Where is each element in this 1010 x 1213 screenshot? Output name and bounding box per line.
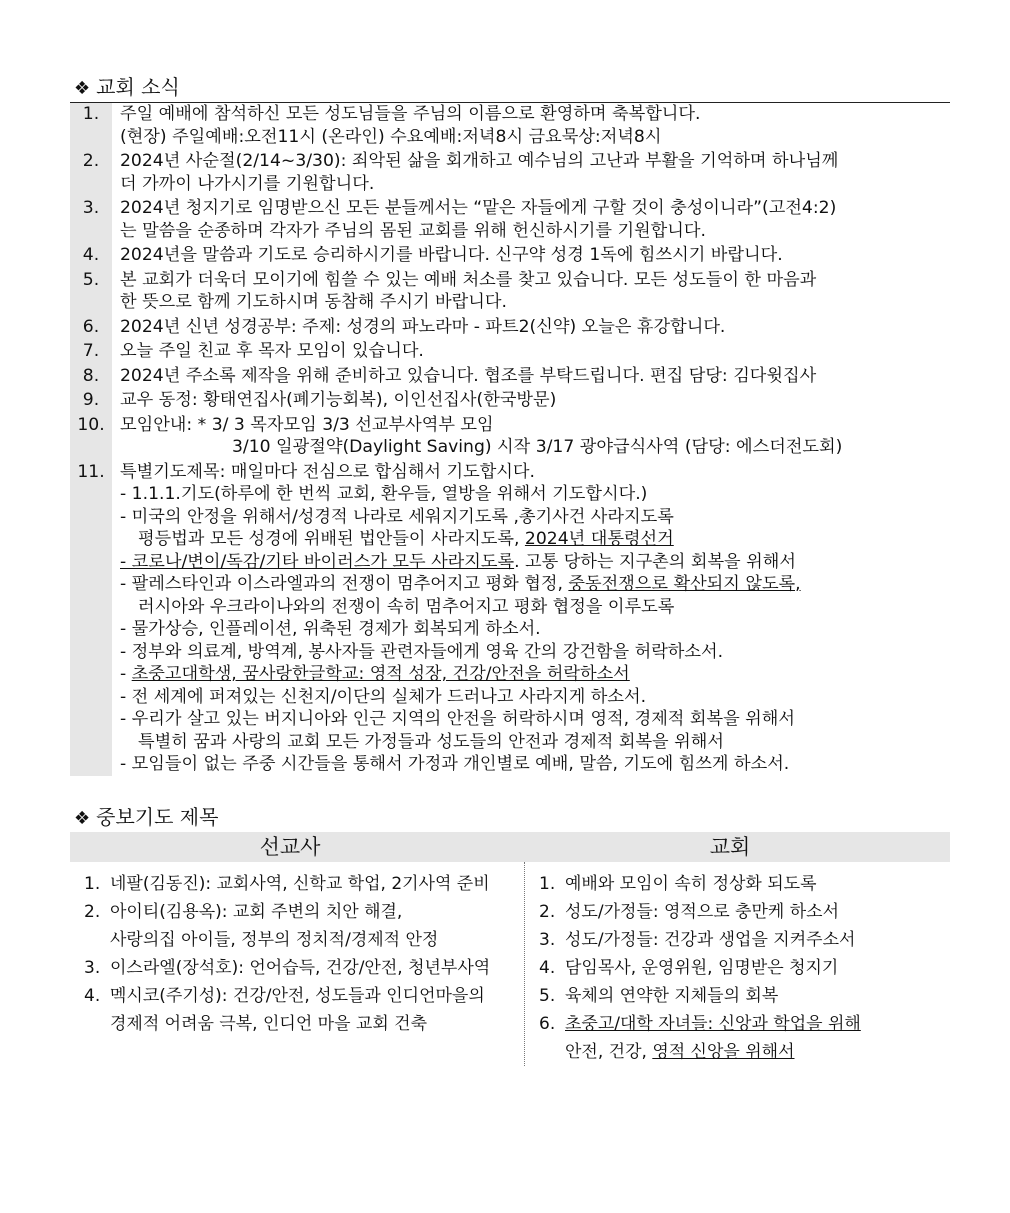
diamond-bullet-icon: ❖ — [74, 78, 91, 99]
item-number: 5. — [82, 269, 100, 290]
news-item-9 — [70, 389, 950, 412]
news-item-2 — [70, 150, 950, 195]
list-item: 6. 초중고/대학 자녀들: 신앙과 학업을 위해 — [539, 1013, 861, 1034]
list-item: 4. 담임목사, 운영위원, 임명받은 청지기 — [539, 957, 839, 978]
news-item-3 — [70, 197, 950, 242]
list-item: 2. 성도/가정들: 영적으로 충만케 하소서 — [539, 901, 839, 922]
item-number: 8. — [82, 365, 100, 386]
news-list — [70, 103, 950, 776]
missionary-column: 1. 네팔(김동진): 교회사역, 신학교 학업, 2기사역 준비 2. 아이티(김용옥): 교회 주변의 치안 해결, 사랑의집 아이들, 정부의 정치적/경제적 안정 3. 이스라엘(장석호): 언어습득, 건강/안전, 청년부사역 4. 멕시코(주기성): 건강/안전, 성도들과 인디언마을의 경제적 어려움 극복, 인디언 마을 교회 건축 — [70, 862, 525, 1066]
item-number: 3. — [82, 198, 100, 218]
list-item: 5. 육체의 연약한 지체들의 회복 — [539, 985, 779, 1006]
prayer-section-title: ❖ 중보기도 제목 — [74, 804, 219, 829]
list-item: 3. 이스라엘(장석호): 언어습득, 건강/안전, 청년부사역 — [84, 957, 491, 978]
prayer-table — [70, 862, 950, 1066]
list-item: 1. 네팔(김동진): 교회사역, 신학교 학업, 2기사역 준비 — [84, 873, 490, 894]
diamond-bullet-icon: ❖ — [74, 807, 91, 829]
missionary-header: 선교사 — [259, 834, 321, 859]
item-text: 2024년 사순절(2/14~3/30): 죄악된 삶을 회개하고 예수님의 고난과 부활을 기억하며 하나님께 — [120, 151, 839, 171]
item-text: 2024년 청지기로 임명받으신 모든 분들께서는 “맡은 자들에게 구할 것이 충성이니라”(고전4:2) — [120, 198, 837, 218]
item-text: 는 말씀을 순종하며 각자가 주님의 몸된 교회를 위해 헌신하시기를 기원합니다. — [120, 220, 706, 241]
news-item-10: 10. 모임안내: * 3/ 3 목자모임 3/3 선교부사역부 모임 3/10 일광절약(Daylight Saving) 시작 3/17 광야급식사역 (담당: 에스더전도회) — [77, 414, 843, 457]
news-item-11: 11. 특별기도제목: 매일마다 전심으로 합심해서 기도합시다. - 1.1.1.기도(하루에 한 번씩 교회, 환우들, 열방을 위해서 기도합시다.) - 미국의 안정을 위해서/성경적 나라로 세워지기도록 ,총기사건 사라지도록 평등법과 모든 성경에 위배된 법안들이 사라지도록, 2024년 대통령선거 - 코로나/변이/독감/기타 바이러스가 모두 사라지도록. 고통 당하는 지구촌의 회복을 위해서 - 팔레스타인과 이스라엘과의 전쟁이 멈추어지고 평화 협정, 중동전쟁으로 확산되지 않도록, 러시아와 우크라이나와의 전쟁이 속히 멈추어지고 평화 협정을 이루도록 - 물가상승, 인플레이션, 위축된 경제가 회복되게 하소서. - 정부와 의료계, 방역계, 봉사자들 관련자들에게 영육 간의 강건함을 허락하소서. - 초중고대학생, 꿈사랑한글학교: 영적 성장, 건강/안전을 허락하소서 - 전 세계에 퍼져있는 신천지/이단의 실체가 드러나고 사라지게 하소서. - 우리가 살고 있는 버지니아와 인근 지역의 안전을 허락하시며 영적, 경제적 회복을 위해서 특별히 꿈과 사랑의 교회 모든 가정들과 성도들의 안전과 경제적 회복을 위해서 - 모임들이 없는 주중 시간들을 통해서 가정과 개인별로 예배, 말씀, 기도에 힘쓰게 하소서. — [77, 461, 801, 774]
item-number: 9. — [82, 390, 100, 410]
item-text: 2024년을 말씀과 기도로 승리하시기를 바랍니다. 신구약 성경 1독에 힘쓰시기 바랍니다. — [120, 245, 783, 265]
news-item-5 — [70, 269, 950, 314]
item-text: 오늘 주일 친교 후 목자 모임이 있습니다. — [120, 341, 424, 361]
news-item-7 — [70, 340, 950, 363]
prayer-table-header — [70, 832, 950, 862]
item-number: 7. — [82, 341, 100, 361]
item-number: 1. — [82, 104, 100, 124]
church-header: 교회 — [709, 834, 751, 859]
item-text: 교우 동정: 황태연집사(폐기능회복), 이인선집사(한국방문) — [120, 390, 557, 410]
list-item: 3. 성도/가정들: 건강과 생업을 지켜주소서 — [539, 929, 856, 950]
list-item: 4. 멕시코(주기성): 건강/안전, 성도들과 인디언마을의 — [84, 985, 485, 1006]
news-section-title: ❖ 교회 소식 — [74, 75, 180, 99]
news-item-1 — [70, 103, 950, 148]
item-text: 한 뜻으로 함께 기도하시며 동참해 주시기 바랍니다. — [120, 292, 507, 312]
item-text: 2024년 신년 성경공부: 주제: 성경의 파노라마 - 파트2(신약) 오늘은 휴강합니다. — [120, 316, 726, 337]
list-item: 1. 예배와 모임이 속히 정상화 되도록 — [539, 873, 817, 894]
item-text: 2024년 주소록 제작을 위해 준비하고 있습니다. 협조를 부탁드립니다. 편집 담당: 김다윗집사 — [120, 365, 817, 386]
church-column: 1. 예배와 모임이 속히 정상화 되도록 2. 성도/가정들: 영적으로 충만케 하소서 3. 성도/가정들: 건강과 생업을 지켜주소서 4. 담임목사, 운영위원, 임명받은 청지기 5. 육체의 연약한 지체들의 회복 6. 초중고/대학 자녀들: 신앙과 학업을 위해 안전, 건강, 영적 신앙을 위해서 — [525, 862, 950, 1066]
news-item-6 — [70, 316, 950, 339]
news-item-8 — [70, 365, 950, 388]
item-number: 2. — [82, 151, 100, 171]
item-text: 더 가까이 나가시기를 기원합니다. — [120, 173, 375, 194]
news-item-4 — [70, 244, 950, 267]
list-item: 2. 아이티(김용옥): 교회 주변의 치안 해결, — [84, 901, 403, 922]
item-text: (현장) 주일예배:오전11시 (온라인) 수요예배:저녁8시 금요묵상:저녁8시 — [120, 126, 662, 147]
item-text: 본 교회가 더욱더 모이기에 힘쓸 수 있는 예배 처소를 찾고 있습니다. 모든 성도들이 한 마음과 — [120, 269, 817, 290]
item-number: 6. — [82, 316, 100, 337]
item-number: 4. — [82, 245, 100, 265]
item-text: 주일 예배에 참석하신 모든 성도님들을 주님의 이름으로 환영하며 축복합니다. — [120, 104, 701, 124]
